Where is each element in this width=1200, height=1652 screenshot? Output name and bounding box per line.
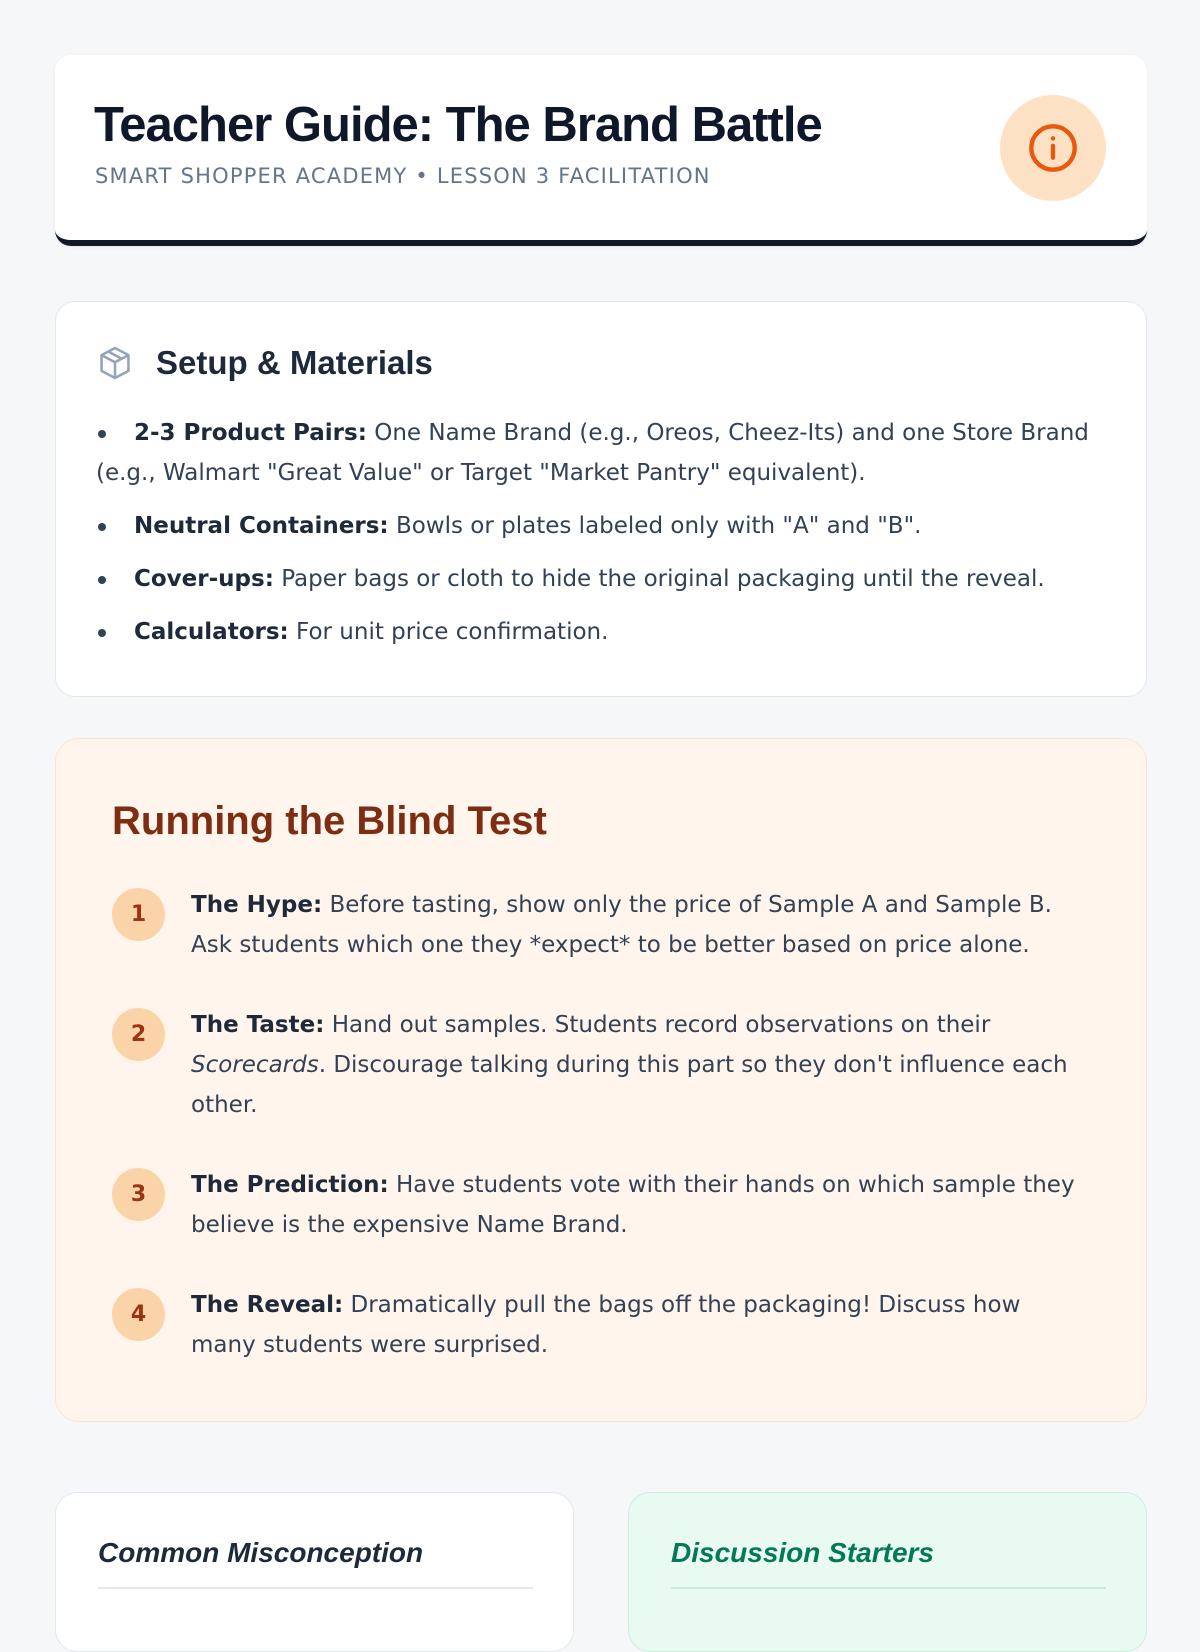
step-desc-end: . Discourage talking during this part so they don't influence each other. bbox=[191, 1052, 1068, 1118]
step-name: The Hype: bbox=[191, 892, 323, 918]
misconception-title: Common Misconception bbox=[98, 1537, 424, 1568]
discussion-card bbox=[628, 1492, 1147, 1652]
step-number: 2 bbox=[112, 1008, 165, 1061]
item-name: 2-3 Product Pairs: bbox=[134, 420, 367, 446]
step-text bbox=[191, 1285, 1091, 1365]
step-desc: Hand out samples. Students record observations on their bbox=[324, 1012, 991, 1038]
info-button[interactable] bbox=[1000, 95, 1106, 201]
step-text bbox=[191, 1005, 1091, 1125]
step-name: The Reveal: bbox=[191, 1292, 344, 1318]
step-text bbox=[191, 885, 1091, 965]
misconception-card bbox=[55, 1492, 574, 1652]
materials-list bbox=[96, 413, 1106, 665]
setup-header bbox=[96, 344, 433, 382]
step-desc: Before tasting, show only the price of Sample A and Sample B. Ask students which one they *expect* to be better based on price alone. bbox=[191, 892, 1052, 958]
section-title: Setup & Materials bbox=[156, 344, 433, 381]
page-title: Teacher Guide: The Brand Battle bbox=[94, 98, 822, 152]
step-name: The Taste: bbox=[191, 1012, 325, 1038]
item-text: For unit price confirmation. bbox=[288, 619, 609, 645]
list-item bbox=[96, 559, 1106, 599]
setup-materials-card bbox=[55, 301, 1147, 697]
list-item bbox=[96, 612, 1106, 652]
item-name: Calculators: bbox=[134, 619, 289, 645]
blind-test-title: Running the Blind Test bbox=[112, 799, 547, 843]
item-text: One Name Brand (e.g., Oreos, Cheez-Its) and one Store Brand (e.g., Walmart "Great Value" or Target "Market Pantry" equivalent). bbox=[96, 420, 1089, 486]
box-icon bbox=[96, 344, 134, 382]
step-text bbox=[191, 1165, 1091, 1245]
header-card bbox=[55, 55, 1147, 246]
divider bbox=[98, 1587, 533, 1589]
list-item bbox=[96, 413, 1106, 493]
divider bbox=[671, 1587, 1106, 1589]
step-number: 1 bbox=[112, 888, 165, 941]
item-name: Cover-ups: bbox=[134, 566, 274, 592]
step-emphasis: Scorecards bbox=[191, 1052, 319, 1078]
blind-test-card bbox=[55, 738, 1147, 1422]
item-name: Neutral Containers: bbox=[134, 513, 389, 539]
info-icon bbox=[1027, 122, 1079, 174]
item-text: Bowls or plates labeled only with "A" and "B". bbox=[388, 513, 922, 539]
item-text: Paper bags or cloth to hide the original packaging until the reveal. bbox=[273, 566, 1045, 592]
list-item bbox=[96, 506, 1106, 546]
step-number: 4 bbox=[112, 1288, 165, 1341]
step-number: 3 bbox=[112, 1168, 165, 1221]
page-subtitle: SMART SHOPPER ACADEMY • LESSON 3 FACILITATION bbox=[95, 164, 711, 188]
step-desc: Dramatically pull the bags off the packaging! Discuss how many students were surprised. bbox=[191, 1292, 1021, 1358]
discussion-title: Discussion Starters bbox=[671, 1537, 934, 1568]
step-name: The Prediction: bbox=[191, 1172, 389, 1198]
step-desc: Have students vote with their hands on which sample they believe is the expensive Name Brand. bbox=[191, 1172, 1075, 1238]
